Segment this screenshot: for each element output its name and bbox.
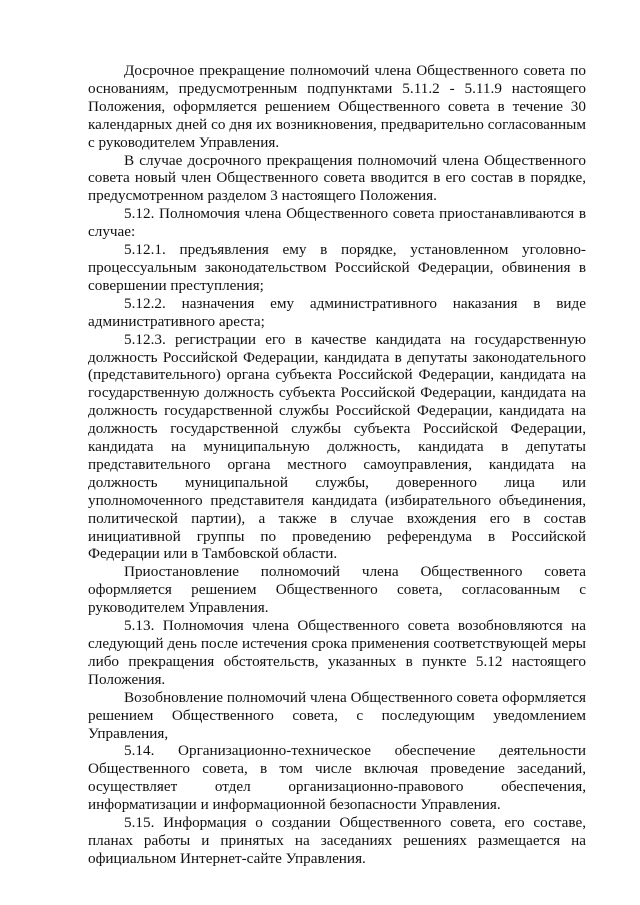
paragraph-5-12-2: 5.12.2. назначения ему административного наказания в виде административного ареста; bbox=[88, 294, 586, 330]
paragraph-5-12-1: 5.12.1. предъявления ему в порядке, установленном уголовно-процессуальным законодательством Российской Федерации, обвинения в совершении преступления; bbox=[88, 241, 586, 294]
paragraph-suspension-decision: Приостановление полномочий члена Общественного совета оформляется решением Общественного совета, согласованным с руководителем Управления. bbox=[88, 563, 586, 617]
paragraph-5-15-information: 5.15. Информация о создании Общественного совета, его составе, планах работы и принятых на заседаниях решениях размещается на официальном Интернет-сайте Управления. bbox=[88, 814, 586, 867]
paragraph-resumption-decision: Возобновление полномочий члена Общественного совета оформляется решением Общественного совета, с последующим уведомлением Управления, bbox=[88, 688, 586, 742]
paragraph-5-13-resumption: 5.13. Полномочия члена Общественного совета возобновляются на следующий день после истечения срока применения соответствующей меры либо прекращения обстоятельств, указанных в пункте 5.12 настоящего Положения. bbox=[88, 617, 586, 688]
paragraph-5-12-3: 5.12.3. регистрации его в качестве кандидата на государственную должность Российской Федерации, кандидата в депутаты законодательного (представительного) органа субъекта Российской Федерации, кандидата на государственную должность субъекта Российской Федерации, кандидата на должность государственной службы Российской Федерации, кандидата на должность государственной службы субъекта Российской Федерации, кандидата на муниципальную должность, кандидата в депутаты представительного органа местного самоуправления, кандидата на должность муниципальной службы, доверенного лица или уполномоченного представителя кандидата (избирательного объединения, политической партии), а также в случае вхождения его в состав инициативной группы по проведению референдума в Российской Федерации или в Тамбовской области. bbox=[88, 330, 586, 563]
document-page bbox=[88, 62, 586, 868]
paragraph-5-14-support: 5.14. Организационно-техническое обеспечение деятельности Общественного совета, в том числе включая проведение заседаний, осуществляет отдел организационно-правового обеспечения, информатизации и информационной безопасности Управления. bbox=[88, 742, 586, 814]
paragraph-5-12-suspension: 5.12. Полномочия члена Общественного совета приостанавливаются в случае: bbox=[88, 205, 586, 241]
paragraph-new-member-introduction: В случае досрочного прекращения полномочий члена Общественного совета новый член Общественного совета вводится в его состав в порядке, предусмотренном разделом 3 настоящего Положения. bbox=[88, 151, 586, 205]
paragraph-early-termination-decision: Досрочное прекращение полномочий члена Общественного совета по основаниям, предусмотренным подпунктами 5.11.2 - 5.11.9 настоящего Положения, оформляется решением Общественного совета в течение 30 календарных дней со дня их возникновения, предварительно согласованным с руководителем Управления. bbox=[88, 62, 586, 151]
